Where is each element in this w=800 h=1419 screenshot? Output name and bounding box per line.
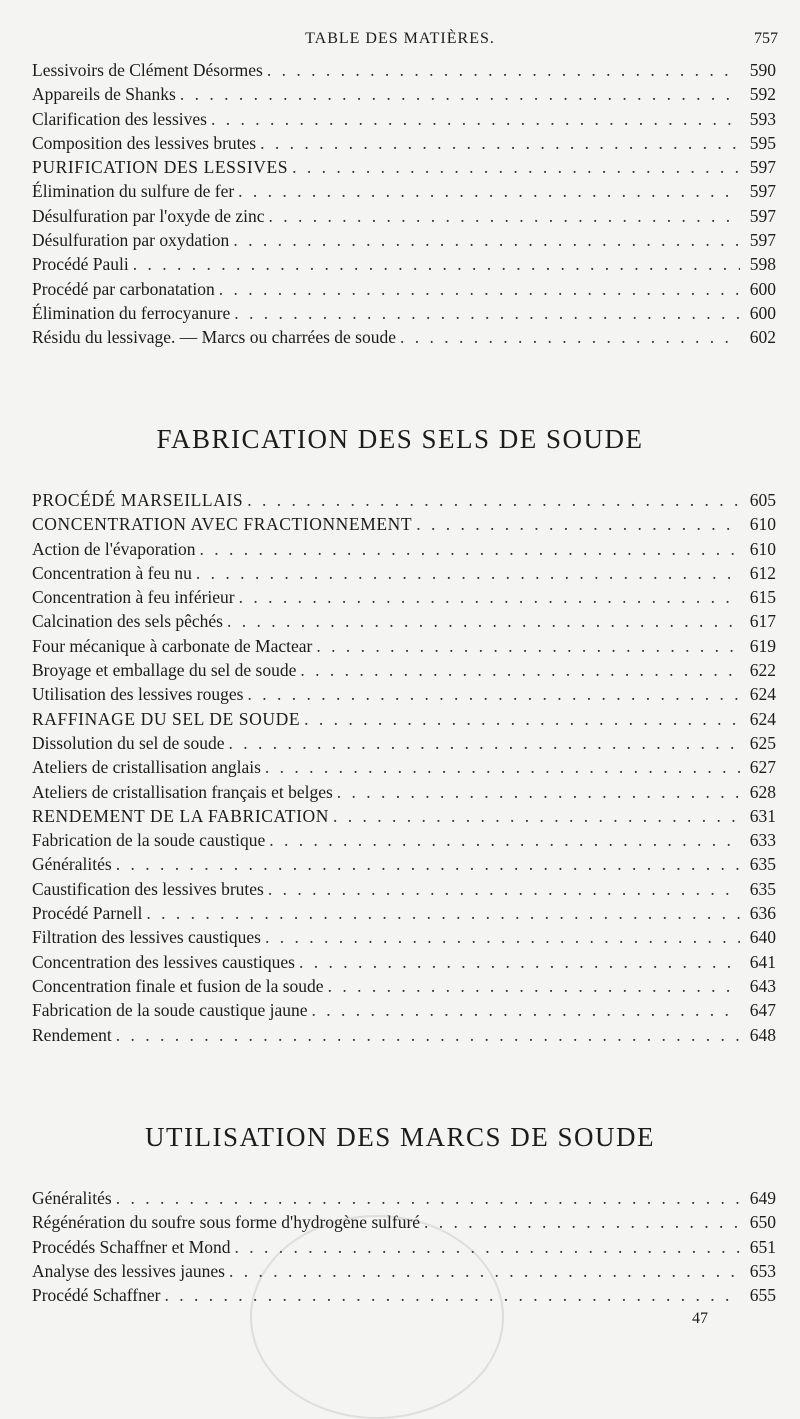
toc-entry-page: 624	[749, 708, 776, 729]
toc-entry-page: 610	[749, 538, 776, 559]
toc-entry	[32, 974, 776, 998]
toc-entry-page: 597	[749, 181, 776, 202]
dot-leader	[227, 609, 740, 633]
page-number: 757	[754, 30, 778, 47]
toc-entry	[32, 1023, 776, 1047]
section-title-fabrication: FABRICATION DES SELS DE SOUDE	[156, 424, 644, 454]
dot-leader	[211, 107, 740, 131]
dot-leader	[292, 155, 740, 179]
toc-entry-label: Procédé Schaffner	[32, 1285, 161, 1306]
toc-entry	[32, 852, 776, 876]
toc-entry-label: Désulfuration par oxydation	[32, 230, 230, 251]
toc-entry	[32, 901, 776, 925]
dot-leader	[238, 179, 740, 203]
section-title-utilisation: UTILISATION DES MARCS DE SOUDE	[144, 1122, 655, 1152]
toc-entry-page: 597	[749, 157, 776, 178]
dot-leader	[424, 1210, 740, 1234]
toc-entry-page: 600	[749, 302, 776, 323]
toc-entry	[32, 82, 776, 106]
toc-entry-label: Action de l'évaporation	[32, 538, 196, 559]
dot-leader	[234, 301, 740, 325]
toc-entry-page: 593	[749, 108, 776, 129]
toc-entry-label: Clarification des lessives	[32, 108, 207, 129]
toc-entry	[32, 658, 776, 682]
toc-entry-label: Élimination du ferrocyanure	[32, 302, 231, 323]
dot-leader	[116, 1186, 740, 1210]
toc-entry-page: 605	[749, 490, 776, 510]
toc-entry-page: 624	[749, 684, 776, 705]
dot-leader	[219, 277, 740, 301]
toc-entry	[32, 998, 776, 1022]
toc-entry	[32, 179, 776, 203]
toc-entry-page: 641	[749, 951, 776, 972]
toc-entry-label: CONCENTRATION AVEC FRACTIONNEMENT	[32, 514, 413, 535]
toc-entry-page: 610	[749, 514, 776, 535]
toc-entry-label: Élimination du sulfure de fer	[32, 181, 235, 202]
toc-entry-label: Procédé Parnell	[32, 903, 143, 924]
toc-entry	[32, 107, 776, 131]
toc-entry-label: PROCÉDÉ MARSEILLAIS	[32, 490, 244, 510]
dot-leader	[328, 974, 740, 998]
toc-entry-label: Régénération du soufre sous forme d'hydrogène sulfuré	[32, 1212, 421, 1233]
toc-group-lessives	[32, 58, 776, 350]
toc-entry-page: 598	[749, 254, 776, 275]
toc-entry-page: 647	[749, 1000, 776, 1021]
toc-entry-page: 597	[749, 205, 776, 226]
toc-entry	[32, 804, 776, 828]
toc-entry	[32, 58, 776, 82]
dot-leader	[265, 925, 740, 949]
dot-leader	[247, 488, 740, 512]
toc-group-fabrication	[32, 488, 776, 1047]
toc-entry-page: 631	[749, 805, 776, 826]
toc-entry-page: 643	[749, 975, 776, 996]
toc-entry-label: Appareils de Shanks	[32, 84, 176, 105]
running-header	[0, 30, 800, 54]
toc-entry	[32, 228, 776, 252]
toc-entry	[32, 925, 776, 949]
toc-entry	[32, 682, 776, 706]
toc-entry	[32, 512, 776, 536]
toc-entry-page: 617	[749, 611, 776, 632]
dot-leader	[260, 131, 740, 155]
toc-entry-label: Procédé Pauli	[32, 254, 129, 275]
toc-entry-label: Fabrication de la soude caustique jaune	[32, 1000, 308, 1021]
toc-entry	[32, 780, 776, 804]
toc-entry-page: 619	[749, 635, 776, 656]
toc-entry-page: 615	[749, 587, 776, 608]
library-stamp	[250, 1215, 504, 1419]
toc-entry-label: RAFFINAGE DU SEL DE SOUDE	[32, 708, 301, 729]
dot-leader	[116, 1023, 740, 1047]
dot-leader	[300, 658, 740, 682]
toc-entry-label: Résidu du lessivage. — Marcs ou charrées de soude	[32, 327, 396, 348]
toc-entry-page: 633	[749, 830, 776, 851]
dot-leader	[269, 828, 740, 852]
toc-entry	[32, 537, 776, 561]
toc-entry-page: 612	[749, 562, 776, 583]
toc-entry-page: 649	[749, 1188, 776, 1208]
toc-entry-page: 590	[749, 60, 776, 80]
toc-entry-label: Concentration à feu inférieur	[32, 587, 235, 608]
toc-entry	[32, 609, 776, 633]
dot-leader	[116, 852, 740, 876]
dot-leader	[196, 561, 740, 585]
toc-entry-label: Analyse des lessives jaunes	[32, 1260, 225, 1281]
toc-entry	[32, 252, 776, 276]
toc-entry-label: Composition des lessives brutes	[32, 132, 257, 153]
signature-folio: 47	[692, 1310, 708, 1327]
toc-entry-page: 625	[749, 732, 776, 753]
dot-leader	[316, 634, 740, 658]
toc-entry-label: Désulfuration par l'oxyde de zinc	[32, 205, 265, 226]
toc-entry-page: 635	[749, 878, 776, 899]
dot-leader	[299, 950, 740, 974]
dot-leader	[229, 731, 741, 755]
toc-entry	[32, 277, 776, 301]
toc-entry-label: Utilisation des lessives rouges	[32, 684, 244, 705]
toc-entry-label: Filtration des lessives caustiques	[32, 927, 261, 948]
toc-entry-page: 595	[749, 132, 776, 153]
toc-entry-label: Dissolution du sel de soude	[32, 732, 225, 753]
toc-entry	[32, 707, 776, 731]
dot-leader	[200, 537, 740, 561]
toc-entry-label: Fabrication de la soude caustique	[32, 830, 266, 851]
toc-entry-label: Caustification des lessives brutes	[32, 878, 264, 899]
dot-leader	[416, 512, 740, 536]
toc-entry-label: Ateliers de cristallisation français et belges	[32, 781, 333, 802]
toc-entry	[32, 755, 776, 779]
toc-entry-page: 651	[749, 1236, 776, 1257]
toc-entry-page: 655	[749, 1285, 776, 1306]
toc-entry	[32, 877, 776, 901]
toc-entry-label: Calcination des sels pêchés	[32, 611, 223, 632]
toc-entry-label: Broyage et emballage du sel de soude	[32, 660, 297, 681]
toc-entry-page: 650	[749, 1212, 776, 1233]
toc-entry-label: Four mécanique à carbonate de Mactear	[32, 635, 313, 656]
toc-entry-page: 622	[749, 660, 776, 681]
toc-entry	[32, 561, 776, 585]
dot-leader	[233, 228, 740, 252]
toc-entry	[32, 488, 776, 512]
toc-entry	[32, 325, 776, 349]
toc-entry-label: RENDEMENT DE LA FABRICATION	[32, 805, 330, 826]
toc-entry-page: 600	[749, 278, 776, 299]
dot-leader	[133, 252, 740, 276]
dot-leader	[239, 585, 740, 609]
toc-entry-label: Lessivoirs de Clément Désormes	[32, 60, 263, 80]
toc-entry-page: 628	[749, 781, 776, 802]
toc-entry-page: 602	[749, 327, 776, 348]
toc-entry	[32, 731, 776, 755]
toc-entry-page: 648	[749, 1024, 776, 1045]
toc-entry-label: Généralités	[32, 854, 112, 875]
toc-entry-page: 636	[749, 903, 776, 924]
toc-entry-label: Ateliers de cristallisation anglais	[32, 757, 261, 778]
toc-entry-label: Procédés Schaffner et Mond	[32, 1236, 231, 1257]
toc-entry	[32, 1186, 776, 1210]
toc-entry-page: 592	[749, 84, 776, 105]
toc-entry-label: Concentration finale et fusion de la soude	[32, 975, 324, 996]
toc-entry	[32, 155, 776, 179]
dot-leader	[180, 82, 740, 106]
running-title: TABLE DES MATIÈRES.	[305, 30, 495, 47]
toc-entry-page: 597	[749, 230, 776, 251]
dot-leader	[333, 804, 740, 828]
dot-leader	[312, 998, 740, 1022]
dot-leader	[265, 755, 740, 779]
toc-entry-label: Procédé par carbonatation	[32, 278, 215, 299]
toc-entry-label: Concentration des lessives caustiques	[32, 951, 295, 972]
dot-leader	[267, 58, 740, 82]
dot-leader	[146, 901, 740, 925]
dot-leader	[304, 707, 740, 731]
dot-leader	[337, 780, 740, 804]
dot-leader	[268, 877, 740, 901]
toc-entry	[32, 634, 776, 658]
toc-entry-label: PURIFICATION DES LESSIVES	[32, 157, 289, 178]
toc-entry-page: 627	[749, 757, 776, 778]
toc-entry	[32, 204, 776, 228]
toc-entry	[32, 301, 776, 325]
toc-entry-page: 635	[749, 854, 776, 875]
dot-leader	[247, 682, 740, 706]
toc-entry	[32, 828, 776, 852]
toc-entry	[32, 131, 776, 155]
dot-leader	[269, 204, 740, 228]
toc-entry-page: 640	[749, 927, 776, 948]
toc-entry	[32, 950, 776, 974]
toc-entry-page: 653	[749, 1260, 776, 1281]
toc-entry	[32, 585, 776, 609]
toc-entry-label: Généralités	[32, 1188, 112, 1208]
toc-entry-label: Concentration à feu nu	[32, 562, 192, 583]
toc-entry-label: Rendement	[32, 1024, 112, 1045]
dot-leader	[400, 325, 740, 349]
